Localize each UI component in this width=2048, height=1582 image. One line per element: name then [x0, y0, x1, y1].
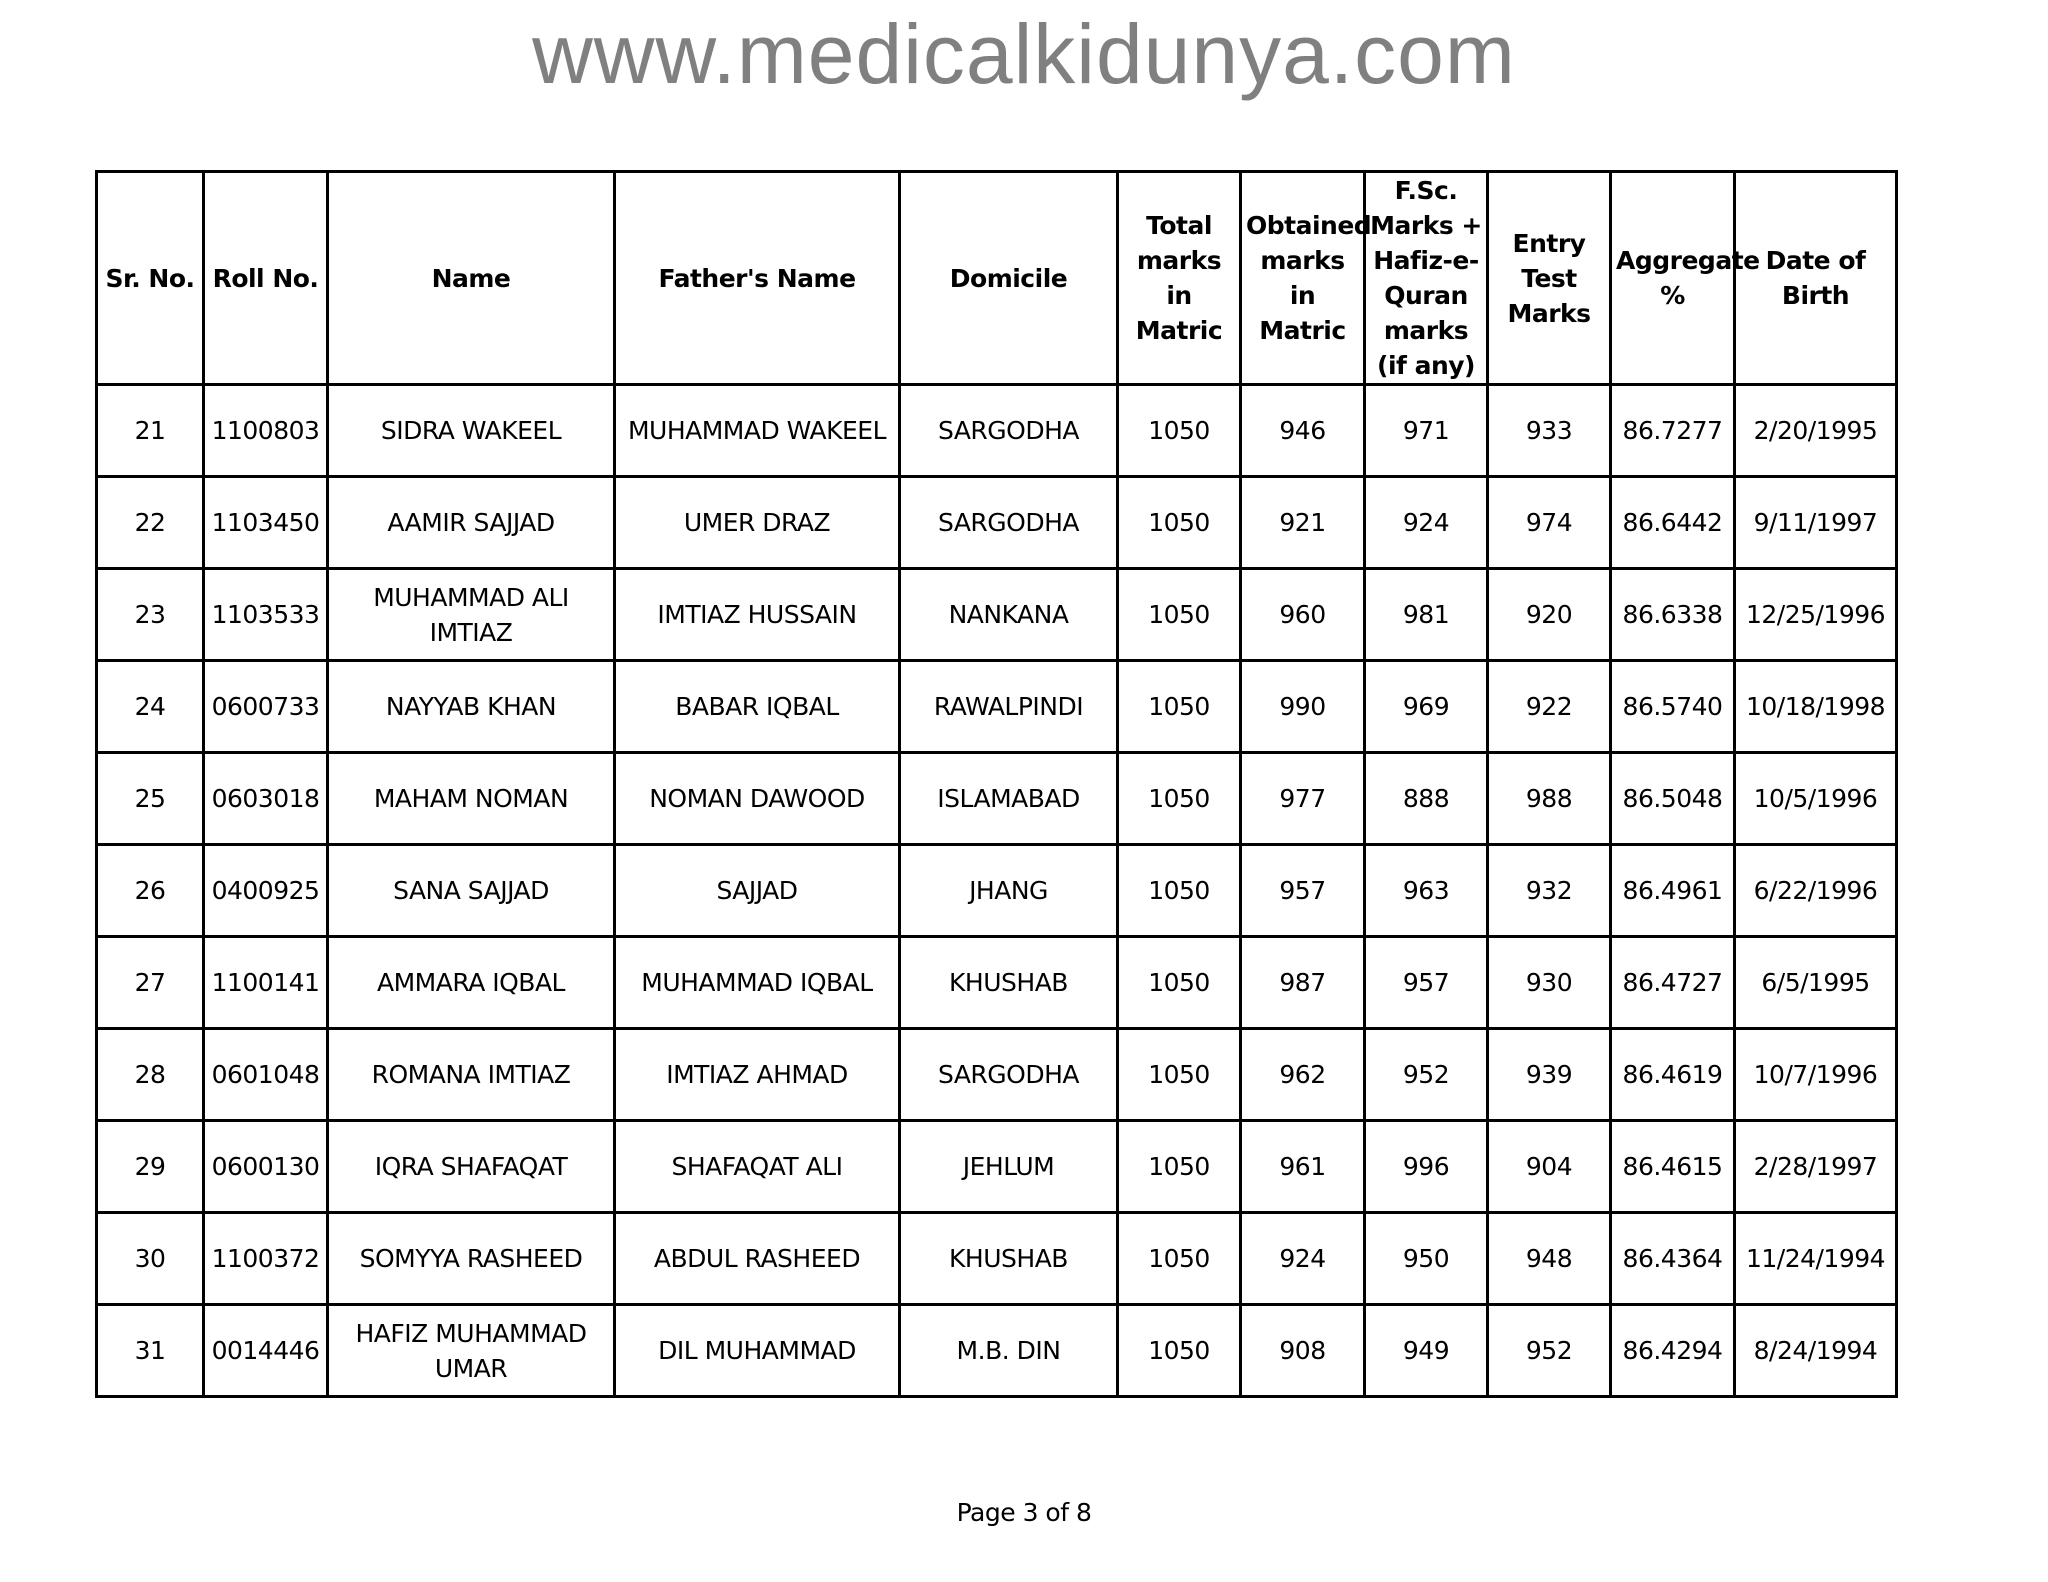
cell-obtained-matric: 977 — [1241, 753, 1365, 845]
cell-domicile: KHUSHAB — [900, 1213, 1118, 1305]
cell-name: IQRA SHAFAQAT — [328, 1121, 615, 1213]
cell-name: SANA SAJJAD — [328, 845, 615, 937]
cell-obtained-matric: 987 — [1241, 937, 1365, 1029]
cell-aggregate: 86.5048 — [1611, 753, 1735, 845]
cell-aggregate: 86.7277 — [1611, 385, 1735, 477]
cell-roll-no: 0600733 — [204, 661, 328, 753]
cell-roll-no: 1103450 — [204, 477, 328, 569]
cell-name: MUHAMMAD ALI IMTIAZ — [328, 569, 615, 661]
cell-date-of-birth: 11/24/1994 — [1735, 1213, 1897, 1305]
cell-roll-no: 1100141 — [204, 937, 328, 1029]
cell-obtained-matric: 962 — [1241, 1029, 1365, 1121]
col-header-name: Name — [328, 172, 615, 385]
cell-date-of-birth: 6/5/1995 — [1735, 937, 1897, 1029]
cell-fathers-name: UMER DRAZ — [615, 477, 900, 569]
cell-fsc-marks: 963 — [1365, 845, 1488, 937]
cell-total-matric: 1050 — [1118, 1305, 1241, 1397]
cell-sr-no: 21 — [97, 385, 204, 477]
cell-total-matric: 1050 — [1118, 661, 1241, 753]
merit-list-table — [95, 170, 1898, 1398]
table-row — [97, 661, 1897, 753]
cell-aggregate: 86.5740 — [1611, 661, 1735, 753]
cell-domicile: JHANG — [900, 845, 1118, 937]
cell-domicile: KHUSHAB — [900, 937, 1118, 1029]
cell-domicile: RAWALPINDI — [900, 661, 1118, 753]
cell-roll-no: 0603018 — [204, 753, 328, 845]
cell-roll-no: 1100372 — [204, 1213, 328, 1305]
cell-fsc-marks: 969 — [1365, 661, 1488, 753]
cell-total-matric: 1050 — [1118, 1121, 1241, 1213]
cell-entry-test: 930 — [1488, 937, 1611, 1029]
cell-entry-test: 922 — [1488, 661, 1611, 753]
col-header-aggregate: Aggregate % — [1611, 172, 1735, 385]
cell-obtained-matric: 960 — [1241, 569, 1365, 661]
cell-fathers-name: IMTIAZ HUSSAIN — [615, 569, 900, 661]
table-row — [97, 385, 1897, 477]
cell-entry-test: 939 — [1488, 1029, 1611, 1121]
cell-entry-test: 932 — [1488, 845, 1611, 937]
cell-sr-no: 29 — [97, 1121, 204, 1213]
cell-entry-test: 974 — [1488, 477, 1611, 569]
cell-name: AMMARA IQBAL — [328, 937, 615, 1029]
table-body — [97, 385, 1897, 1397]
cell-sr-no: 31 — [97, 1305, 204, 1397]
cell-total-matric: 1050 — [1118, 477, 1241, 569]
table-row — [97, 937, 1897, 1029]
col-header-fsc-marks: F.Sc. Marks + Hafiz-e-Quran marks (if any) — [1365, 172, 1488, 385]
cell-sr-no: 27 — [97, 937, 204, 1029]
page-number: Page 3 of 8 — [956, 1498, 1092, 1527]
cell-domicile: SARGODHA — [900, 385, 1118, 477]
table-row — [97, 1213, 1897, 1305]
cell-total-matric: 1050 — [1118, 569, 1241, 661]
cell-obtained-matric: 921 — [1241, 477, 1365, 569]
cell-obtained-matric: 961 — [1241, 1121, 1365, 1213]
cell-entry-test: 988 — [1488, 753, 1611, 845]
cell-total-matric: 1050 — [1118, 1213, 1241, 1305]
col-header-roll-no: Roll No. — [204, 172, 328, 385]
cell-domicile: ISLAMABAD — [900, 753, 1118, 845]
cell-total-matric: 1050 — [1118, 753, 1241, 845]
cell-entry-test: 948 — [1488, 1213, 1611, 1305]
cell-name: ROMANA IMTIAZ — [328, 1029, 615, 1121]
cell-total-matric: 1050 — [1118, 1029, 1241, 1121]
cell-domicile: SARGODHA — [900, 1029, 1118, 1121]
cell-sr-no: 24 — [97, 661, 204, 753]
table-row — [97, 1121, 1897, 1213]
table-row — [97, 845, 1897, 937]
cell-sr-no: 30 — [97, 1213, 204, 1305]
cell-entry-test: 920 — [1488, 569, 1611, 661]
cell-aggregate: 86.4364 — [1611, 1213, 1735, 1305]
table-row — [97, 753, 1897, 845]
cell-aggregate: 86.6442 — [1611, 477, 1735, 569]
cell-fathers-name: MUHAMMAD WAKEEL — [615, 385, 900, 477]
cell-name: SOMYYA RASHEED — [328, 1213, 615, 1305]
cell-obtained-matric: 990 — [1241, 661, 1365, 753]
cell-name: MAHAM NOMAN — [328, 753, 615, 845]
cell-entry-test: 933 — [1488, 385, 1611, 477]
cell-aggregate: 86.6338 — [1611, 569, 1735, 661]
cell-fsc-marks: 971 — [1365, 385, 1488, 477]
cell-aggregate: 86.4727 — [1611, 937, 1735, 1029]
cell-domicile: M.B. DIN — [900, 1305, 1118, 1397]
cell-sr-no: 28 — [97, 1029, 204, 1121]
col-header-obtained-matric: Obtained marks in Matric — [1241, 172, 1365, 385]
table-header-row — [97, 172, 1897, 385]
cell-name: HAFIZ MUHAMMAD UMAR — [328, 1305, 615, 1397]
cell-fsc-marks: 957 — [1365, 937, 1488, 1029]
cell-fsc-marks: 924 — [1365, 477, 1488, 569]
cell-aggregate: 86.4961 — [1611, 845, 1735, 937]
col-header-domicile: Domicile — [900, 172, 1118, 385]
cell-roll-no: 1103533 — [204, 569, 328, 661]
cell-date-of-birth: 10/18/1998 — [1735, 661, 1897, 753]
cell-obtained-matric: 908 — [1241, 1305, 1365, 1397]
cell-aggregate: 86.4615 — [1611, 1121, 1735, 1213]
cell-roll-no: 0601048 — [204, 1029, 328, 1121]
cell-obtained-matric: 946 — [1241, 385, 1365, 477]
cell-roll-no: 1100803 — [204, 385, 328, 477]
cell-fathers-name: SHAFAQAT ALI — [615, 1121, 900, 1213]
cell-date-of-birth: 2/20/1995 — [1735, 385, 1897, 477]
cell-date-of-birth: 6/22/1996 — [1735, 845, 1897, 937]
cell-fsc-marks: 981 — [1365, 569, 1488, 661]
cell-domicile: SARGODHA — [900, 477, 1118, 569]
cell-domicile: NANKANA — [900, 569, 1118, 661]
cell-roll-no: 0600130 — [204, 1121, 328, 1213]
table-row — [97, 1305, 1897, 1397]
cell-roll-no: 0014446 — [204, 1305, 328, 1397]
cell-sr-no: 25 — [97, 753, 204, 845]
col-header-total-matric: Total marks in Matric — [1118, 172, 1241, 385]
cell-name: NAYYAB KHAN — [328, 661, 615, 753]
cell-fathers-name: NOMAN DAWOOD — [615, 753, 900, 845]
cell-fathers-name: MUHAMMAD IQBAL — [615, 937, 900, 1029]
col-header-entry-test: Entry Test Marks — [1488, 172, 1611, 385]
cell-fathers-name: ABDUL RASHEED — [615, 1213, 900, 1305]
col-header-sr-no: Sr. No. — [97, 172, 204, 385]
cell-roll-no: 0400925 — [204, 845, 328, 937]
cell-entry-test: 904 — [1488, 1121, 1611, 1213]
cell-fsc-marks: 996 — [1365, 1121, 1488, 1213]
cell-date-of-birth: 10/7/1996 — [1735, 1029, 1897, 1121]
cell-obtained-matric: 924 — [1241, 1213, 1365, 1305]
cell-total-matric: 1050 — [1118, 385, 1241, 477]
cell-obtained-matric: 957 — [1241, 845, 1365, 937]
cell-date-of-birth: 2/28/1997 — [1735, 1121, 1897, 1213]
cell-entry-test: 952 — [1488, 1305, 1611, 1397]
cell-total-matric: 1050 — [1118, 845, 1241, 937]
cell-fsc-marks: 949 — [1365, 1305, 1488, 1397]
table-row — [97, 477, 1897, 569]
cell-name: SIDRA WAKEEL — [328, 385, 615, 477]
cell-fathers-name: DIL MUHAMMAD — [615, 1305, 900, 1397]
cell-fathers-name: SAJJAD — [615, 845, 900, 937]
cell-sr-no: 23 — [97, 569, 204, 661]
cell-date-of-birth: 9/11/1997 — [1735, 477, 1897, 569]
cell-total-matric: 1050 — [1118, 937, 1241, 1029]
table-row — [97, 569, 1897, 661]
col-header-date-of-birth: Date of Birth — [1735, 172, 1897, 385]
cell-date-of-birth: 10/5/1996 — [1735, 753, 1897, 845]
cell-fsc-marks: 950 — [1365, 1213, 1488, 1305]
cell-sr-no: 26 — [97, 845, 204, 937]
cell-date-of-birth: 12/25/1996 — [1735, 569, 1897, 661]
cell-aggregate: 86.4619 — [1611, 1029, 1735, 1121]
cell-domicile: JEHLUM — [900, 1121, 1118, 1213]
cell-fathers-name: BABAR IQBAL — [615, 661, 900, 753]
cell-fsc-marks: 888 — [1365, 753, 1488, 845]
table-row — [97, 1029, 1897, 1121]
cell-fathers-name: IMTIAZ AHMAD — [615, 1029, 900, 1121]
site-url-header: www.medicalkidunya.com — [532, 7, 1516, 101]
cell-aggregate: 86.4294 — [1611, 1305, 1735, 1397]
cell-date-of-birth: 8/24/1994 — [1735, 1305, 1897, 1397]
cell-sr-no: 22 — [97, 477, 204, 569]
cell-fsc-marks: 952 — [1365, 1029, 1488, 1121]
cell-name: AAMIR SAJJAD — [328, 477, 615, 569]
col-header-fathers-name: Father's Name — [615, 172, 900, 385]
